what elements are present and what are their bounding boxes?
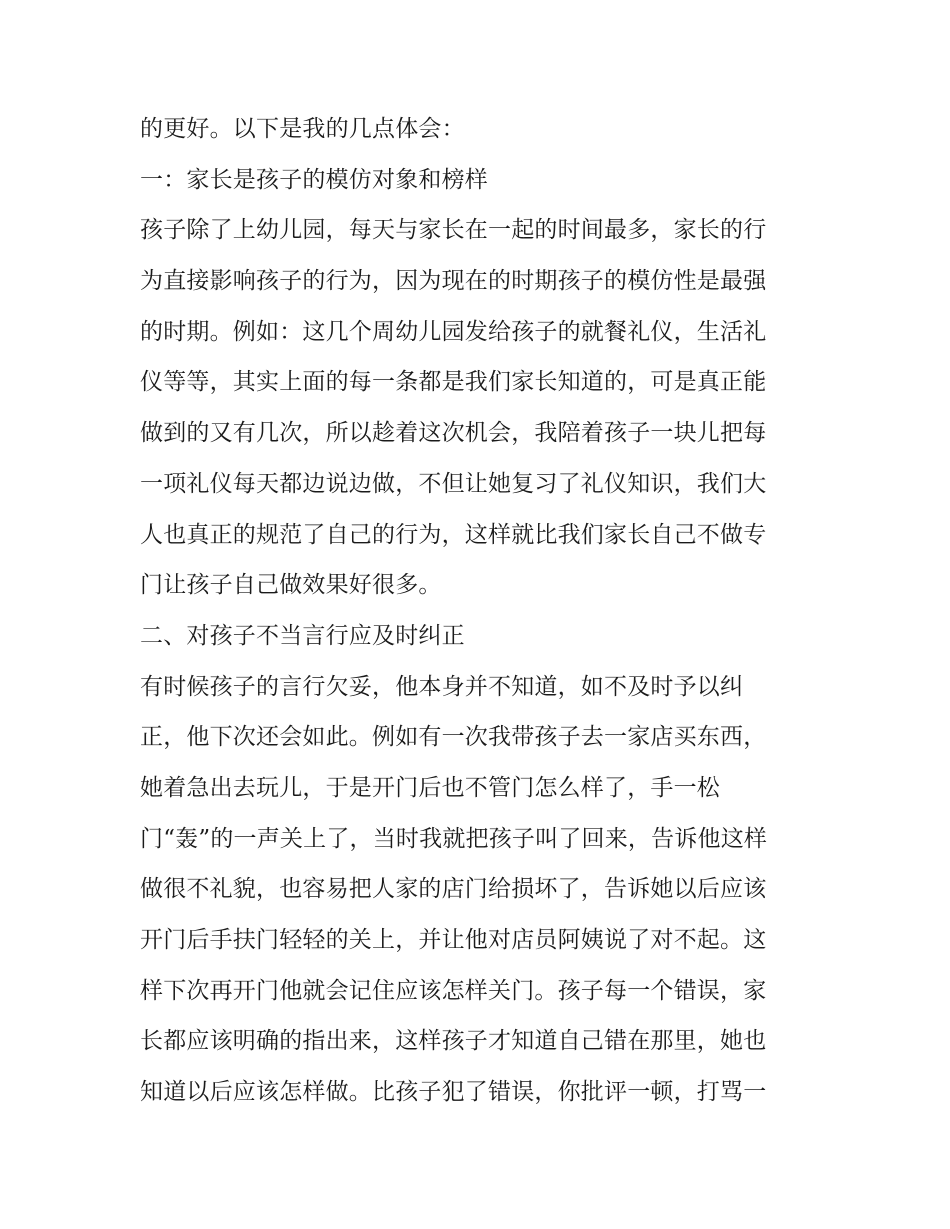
text-line: 开门后手扶门轻轻的关上，并让他对店员阿姨说了对不起。这 xyxy=(140,927,767,953)
text-line: 做很不礼貌，也容易把人家的店门给损坏了，告诉她以后应该 xyxy=(140,876,767,903)
text-line: 的时期。例如：这几个周幼儿园发给孩子的就餐礼仪，生活礼 xyxy=(140,318,767,345)
text-line: 一项礼仪每天都边说边做，不但让她复习了礼仪知识，我们大 xyxy=(140,470,767,497)
text-line: 门“轰”的一声关上了，当时我就把孩子叫了回来，告诉他这样 xyxy=(140,825,768,852)
document-body xyxy=(140,104,820,1118)
section-heading-2: 二、对孩子不当言行应及时纠正 xyxy=(140,622,465,649)
text-line: 她着急出去玩儿，于是开门后也不管门怎么样了，手一松 xyxy=(140,774,720,801)
text-line: 人也真正的规范了自己的行为，这样就比我们家长自己不做专 xyxy=(140,521,767,548)
text-line: 长都应该明确的指出来，这样孩子才知道自己错在那里，她也 xyxy=(140,1028,767,1055)
section-heading-1: 一：家长是孩子的模仿对象和榜样 xyxy=(140,166,488,193)
text-line: 的更好。以下是我的几点体会： xyxy=(140,116,465,142)
text-line: 孩子除了上幼儿园，每天与家长在一起的时间最多，家长的行 xyxy=(140,217,767,244)
text-line: 仪等等，其实上面的每一条都是我们家长知道的，可是真正能 xyxy=(140,369,767,396)
text-line: 正，他下次还会如此。例如有一次我带孩子去一家店买东西， xyxy=(140,724,767,751)
text-line: 为直接影响孩子的行为，因为现在的时期孩子的模仿性是最强 xyxy=(140,268,767,295)
text-line: 样下次再开门他就会记住应该怎样关门。孩子每一个错误，家 xyxy=(140,977,767,1004)
text-line: 做到的又有几次，所以趁着这次机会，我陪着孩子一块儿把每 xyxy=(140,420,767,447)
text-line: 知道以后应该怎样做。比孩子犯了错误，你批评一顿，打骂一 xyxy=(140,1079,767,1106)
text-line: 门让孩子自己做效果好很多。 xyxy=(140,572,442,599)
text-line: 有时候孩子的言行欠妥，他本身并不知道，如不及时予以纠 xyxy=(140,673,744,700)
